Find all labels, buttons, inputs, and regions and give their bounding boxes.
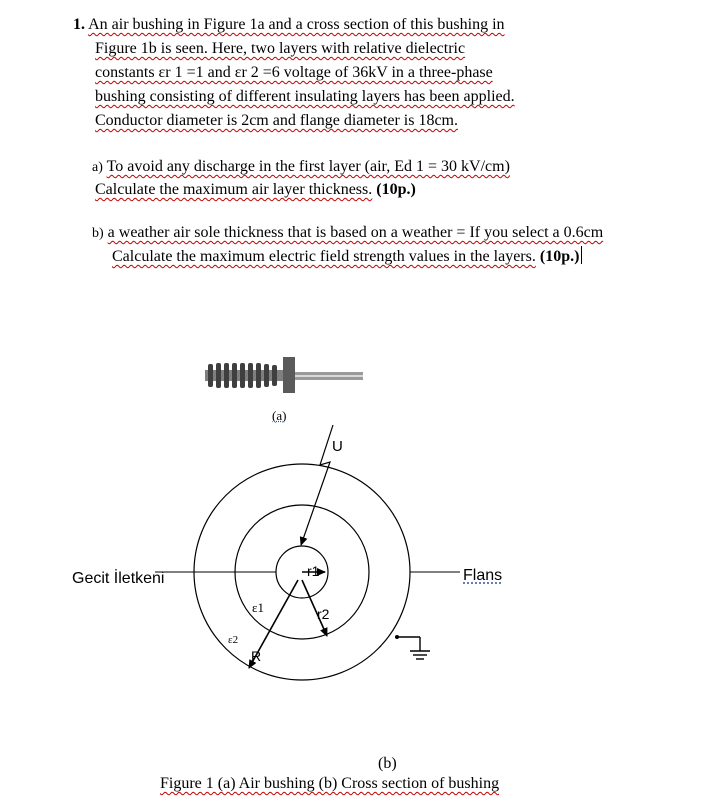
question-text-4: bushing consisting of different insulating layers has been applied. bbox=[95, 88, 515, 105]
flans-label: Flans bbox=[463, 567, 503, 584]
r1-label: r1 bbox=[307, 563, 320, 579]
figure-label-b: (b) bbox=[378, 755, 397, 772]
gecit-iletkeni-label: Gecit İletkeni bbox=[72, 570, 165, 587]
part-a-points: (10p.) bbox=[376, 181, 416, 198]
part-a-prefix: a) bbox=[92, 160, 103, 175]
bushing-photo bbox=[200, 357, 365, 393]
part-b-points: (10p.) bbox=[539, 248, 580, 265]
R-label: R bbox=[251, 648, 262, 664]
part-a-text-2: Calculate the maximum air layer thickness. bbox=[95, 181, 373, 198]
figure-label-a: (a) bbox=[272, 408, 287, 423]
question-text-1: An air bushing in Figure 1a and a cross section of this bushing in bbox=[88, 16, 505, 33]
ground-symbol bbox=[397, 637, 430, 659]
question-text-5: Conductor diameter is 2cm and flange diameter is 18cm. bbox=[95, 112, 458, 129]
part-b-text-2: Calculate the maximum electric field strength values in the layers. bbox=[112, 248, 536, 265]
r2-label: r2 bbox=[317, 606, 330, 622]
figure-caption bbox=[160, 774, 499, 794]
part-b-prefix: b) bbox=[92, 226, 104, 241]
part-b-text-1: a weather air sole thickness that is based on a weather = If you select a 0.6cm bbox=[107, 224, 604, 241]
voltage-label-U: U bbox=[332, 438, 343, 455]
question-text-3: constants εr 1 =1 and εr 2 =6 voltage of 36kV in a three-phase bbox=[95, 64, 493, 81]
eps2-label: ε2 bbox=[228, 634, 239, 646]
part-a-text-1: To avoid any discharge in the first layer (air, Ed 1 = 30 kV/cm) bbox=[106, 158, 510, 175]
voltage-arrow bbox=[301, 425, 333, 545]
question-text-2: Figure 1b is seen. Here, two layers with relative dielectric bbox=[95, 40, 466, 57]
question-number: 1. bbox=[73, 16, 85, 33]
figure-caption-text: Figure 1 (a) Air bushing (b) Cross section of bushing bbox=[160, 775, 500, 792]
eps1-label: ε1 bbox=[252, 600, 264, 615]
